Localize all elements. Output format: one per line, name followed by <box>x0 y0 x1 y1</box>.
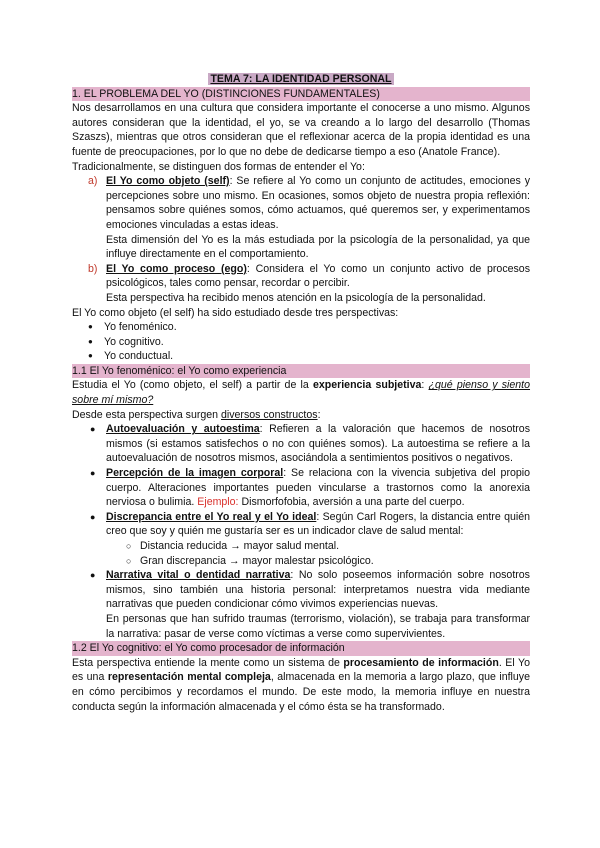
item-extra: Esta perspectiva ha recibido menos atención en la psicología de la personalidad. <box>106 291 486 304</box>
item-text: Distancia reducida → mayor salud mental. <box>140 540 340 552</box>
term: Discrepancia entre el Yo real y el Yo ideal <box>106 510 317 523</box>
item-text: : Según Carl Rogers, la distancia entre quién creo que soy y quién me gustaría ser es un indicador clave de salud mental: <box>106 510 530 538</box>
item-text: : Refieren a la valoración que hacemos de nosotros mismos (si estamos satisfechos o no con quiénes somos). La autoestima se refiere a la autoevaluación de nosotros mismos, asociándola a sentimientos positivos o negativos. <box>106 423 530 465</box>
item-text: : Se refiere al Yo como un conjunto de actitudes, emociones y percepciones sobre uno mismo. En ocasiones, somos objeto de nuestra propia reflexión: pensamos sobre quiénes somos, cómo actuamos, qué queremos ser, y experimentamos emociones vinculadas a estas ideas. <box>106 175 530 231</box>
text-run: Esta perspectiva entiende la mente como un sistema de <box>72 656 344 669</box>
document-title: TEMA 7: LA IDENTIDAD PERSONAL <box>210 73 392 85</box>
text-run: : <box>421 379 429 392</box>
item-text: Gran discrepancia → mayor malestar psicológico. <box>140 554 374 567</box>
bold-run: representación mental compleja <box>107 671 271 684</box>
item-text: : No solo poseemos información sobre nosotros mismos, sino también una historia personal: interpretamos nuestra vida mediante narrativas que pueden condicionar cómo vivimos experiencias nuevas. <box>106 569 530 611</box>
term: Autoevaluación y autoestima <box>106 423 260 436</box>
bold-run: procesamiento de información <box>343 656 499 669</box>
bullet-icon: ● <box>90 424 96 435</box>
sub-list-item <box>72 539 530 554</box>
list-item <box>72 422 530 466</box>
list-marker: b) <box>88 262 98 275</box>
text-run: : <box>317 408 321 421</box>
bullet-icon: ● <box>88 322 93 332</box>
list-item <box>72 568 530 612</box>
item-extra: Esta dimensión del Yo es la más estudiada por la psicología de la personalidad, ya que influye directamente en el comportamiento. <box>106 233 530 261</box>
text-run: . El Yo es una <box>72 656 531 684</box>
list-item <box>72 510 530 539</box>
bullet-icon: ● <box>90 570 96 581</box>
example-label: Ejemplo: <box>197 496 239 509</box>
intro-paragraph: Nos desarrollamos en una cultura que considera importante el conocerse a uno mismo. Algunos autores consideran que la identidad, el yo, se va creando a lo largo del desarrollo (Thomas Szaszs), mientras que otros consideran que el reflexionar acerca de la propia identidad es una fuente de preocupaciones, por lo que no debe de dedicarse tiempo a eso (Anatole France). <box>72 102 530 158</box>
list-item <box>72 349 530 364</box>
bullet-icon: ● <box>88 336 93 346</box>
example-text: Dismorfofobia, aversión a una parte del cuerpo. <box>238 496 465 509</box>
bullet-icon: ● <box>90 468 96 479</box>
item-text: : Se relaciona con la vivencia subjetiva del propio cuerpo. Alteraciones importantes pueden vincularse a trastornos como la anorexia nerviosa o bulimia. <box>106 467 531 509</box>
underlined-run: diversos constructos <box>221 408 318 421</box>
item-extra: En personas que han sufrido traumas (terrorismo, violación), se trabaja para transformar la narrativa: pasar de verse como víctimas a verse como supervivientes. <box>106 612 530 640</box>
text-run: Desde esta perspectiva surgen <box>72 408 221 421</box>
text-run: Estudia el Yo (como objeto, el self) a partir de la <box>72 379 313 392</box>
document-page <box>72 72 530 714</box>
term: Narrativa vital o dentidad narrativa <box>106 569 291 582</box>
item-text: Yo conductual. <box>104 350 174 363</box>
question-run: ¿qué pienso y siento sobre mí mismo? <box>72 379 531 407</box>
term: Percepción de la imagen corporal <box>106 467 284 480</box>
constructs-intro <box>72 408 530 423</box>
bold-run: experiencia subjetiva <box>312 379 422 392</box>
text-run: , almacenada en la memoria a largo plazo, que influye en cómo percibimos y recordamos el mundo. De este modo, la memoria influye en nuestra conducta según la información almacenada y el cómo ésta se ha transformado. <box>72 671 530 713</box>
forms-intro: Tradicionalmente, se distinguen dos formas de entender el Yo: <box>72 160 365 173</box>
sub-list-item <box>72 554 530 569</box>
section-heading-1: 1. EL PROBLEMA DEL YO (DISTINCIONES FUNDAMENTALES) <box>72 87 530 102</box>
item-text: Yo fenoménico. <box>104 321 177 334</box>
perspectives-list <box>72 320 530 364</box>
item-text: Yo cognitivo. <box>104 335 164 348</box>
list-item <box>72 466 530 510</box>
list-item <box>72 335 530 350</box>
section-heading-1-2: 1.2 El Yo cognitivo: el Yo como procesador de información <box>72 641 530 656</box>
bullet-icon: ● <box>88 351 93 361</box>
perspectives-intro: El Yo como objeto (el self) ha sido estudiado desde tres perspectivas: <box>72 306 399 319</box>
phenomenal-paragraph <box>72 378 530 407</box>
term: El Yo como objeto (self) <box>106 175 230 188</box>
list-item <box>72 262 530 291</box>
cognitive-paragraph <box>72 656 530 714</box>
term: El Yo como proceso (ego) <box>106 262 247 275</box>
forms-list <box>72 174 530 305</box>
list-item <box>72 174 530 232</box>
constructs-list <box>72 422 530 641</box>
item-text: : Considera el Yo como un conjunto activo de procesos psicológicos, tales como pensar, recordar o percibir. <box>106 262 530 290</box>
circle-bullet-icon: ○ <box>126 555 132 566</box>
bullet-icon: ● <box>90 511 96 522</box>
circle-bullet-icon: ○ <box>126 541 132 551</box>
section-heading-1-1: 1.1 El Yo fenoménico: el Yo como experiencia <box>72 364 530 379</box>
list-marker: a) <box>88 175 98 188</box>
list-item <box>72 320 530 335</box>
